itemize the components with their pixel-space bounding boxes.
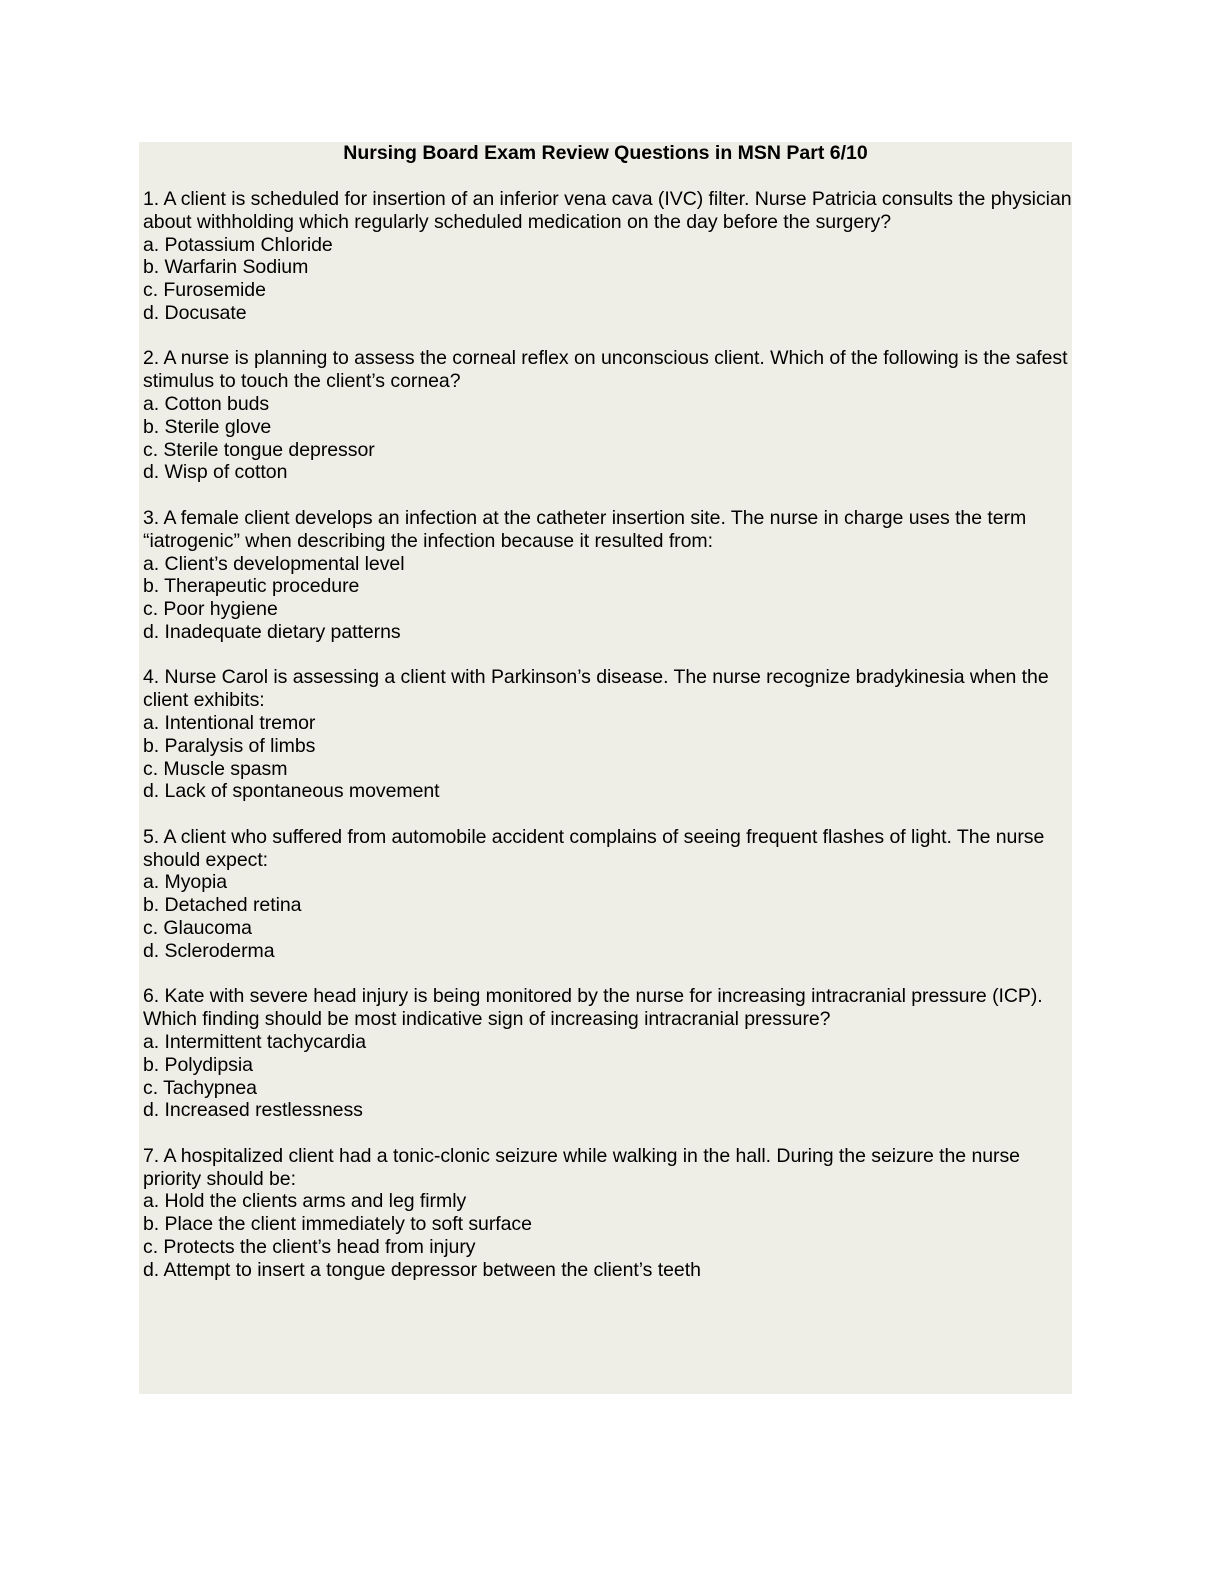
answer-option: c. Poor hygiene: [143, 598, 278, 621]
answer-option: a. Intentional tremor: [143, 712, 316, 734]
question-stem: 2. A nurse is planning to assess the corneal reflex on unconscious client. Which of the following is the safest stimulus to touch the client’s cornea?: [143, 347, 1068, 393]
answer-option: d. Docusate: [143, 301, 247, 324]
answer-options: [143, 234, 1075, 325]
document-title: Nursing Board Exam Review Questions in MSN Part 6/10: [343, 142, 868, 164]
answer-option: a. Intermittent tachycardia: [143, 1030, 367, 1053]
question-1: [143, 188, 1075, 325]
answer-option: b. Warfarin Sodium: [143, 256, 309, 279]
question-stem: 4. Nurse Carol is assessing a client with Parkinson’s disease. The nurse recognize bradykinesia when the client exhibits:: [143, 666, 1049, 712]
question-stem: 1. A client is scheduled for insertion of an inferior vena cava (IVC) filter. Nurse Patricia consults the physician about withholding which regularly scheduled medication on the day before the surgery?: [143, 188, 1072, 233]
answer-option: c. Sterile tongue depressor: [143, 438, 375, 461]
answer-options: [143, 1031, 1075, 1122]
answer-option: b. Place the client immediately to soft surface: [143, 1213, 532, 1236]
question-4: [143, 666, 1075, 803]
answer-option: a. Potassium Chloride: [143, 233, 333, 256]
question-stem: 6. Kate with severe head injury is being monitored by the nurse for increasing intracranial pressure (ICP). Which finding should be most indicative sign of increasing intracranial pressure?: [143, 985, 1043, 1031]
answer-option: d. Attempt to insert a tongue depressor between the client’s teeth: [143, 1258, 701, 1281]
answer-options: [143, 393, 1075, 484]
answer-option: a. Client’s developmental level: [143, 552, 405, 575]
answer-option: b. Polydipsia: [143, 1053, 253, 1076]
answer-option: a. Cotton buds: [143, 393, 270, 416]
question-3: [143, 507, 1075, 644]
question-7: [143, 1145, 1075, 1282]
answer-option: a. Hold the clients arms and leg firmly: [143, 1190, 467, 1213]
answer-option: c. Furosemide: [143, 279, 266, 302]
answer-option: d. Wisp of cotton: [143, 461, 288, 484]
question-list: [143, 188, 1075, 1304]
answer-option: c. Protects the client’s head from injury: [143, 1236, 476, 1258]
answer-options: [143, 871, 1075, 962]
answer-option: b. Therapeutic procedure: [143, 575, 360, 598]
answer-option: b. Paralysis of limbs: [143, 734, 316, 757]
question-5: [143, 826, 1075, 963]
answer-option: c. Tachypnea: [143, 1076, 257, 1099]
question-stem: 7. A hospitalized client had a tonic-clonic seizure while walking in the hall. During the seizure the nurse priority should be:: [143, 1144, 1020, 1190]
answer-option: d. Scleroderma: [143, 939, 275, 962]
answer-option: b. Detached retina: [143, 894, 302, 917]
answer-options: [143, 553, 1075, 644]
answer-options: [143, 712, 1075, 803]
question-stem: 5. A client who suffered from automobile accident complains of seeing frequent flashes of light. The nurse should expect:: [143, 825, 1045, 871]
answer-option: a. Myopia: [143, 871, 228, 894]
question-stem: 3. A female client develops an infection at the catheter insertion site. The nurse in charge uses the term “iatrogenic” when describing the infection because it resulted from:: [143, 506, 1027, 552]
answer-option: d. Lack of spontaneous movement: [143, 780, 440, 803]
answer-option: c. Glaucoma: [143, 917, 252, 940]
answer-option: d. Inadequate dietary patterns: [143, 620, 401, 643]
question-2: [143, 347, 1075, 484]
answer-option: d. Increased restlessness: [143, 1099, 363, 1122]
question-6: [143, 985, 1075, 1122]
answer-options: [143, 1190, 1075, 1281]
answer-option: c. Muscle spasm: [143, 757, 288, 780]
answer-option: b. Sterile glove: [143, 415, 272, 438]
